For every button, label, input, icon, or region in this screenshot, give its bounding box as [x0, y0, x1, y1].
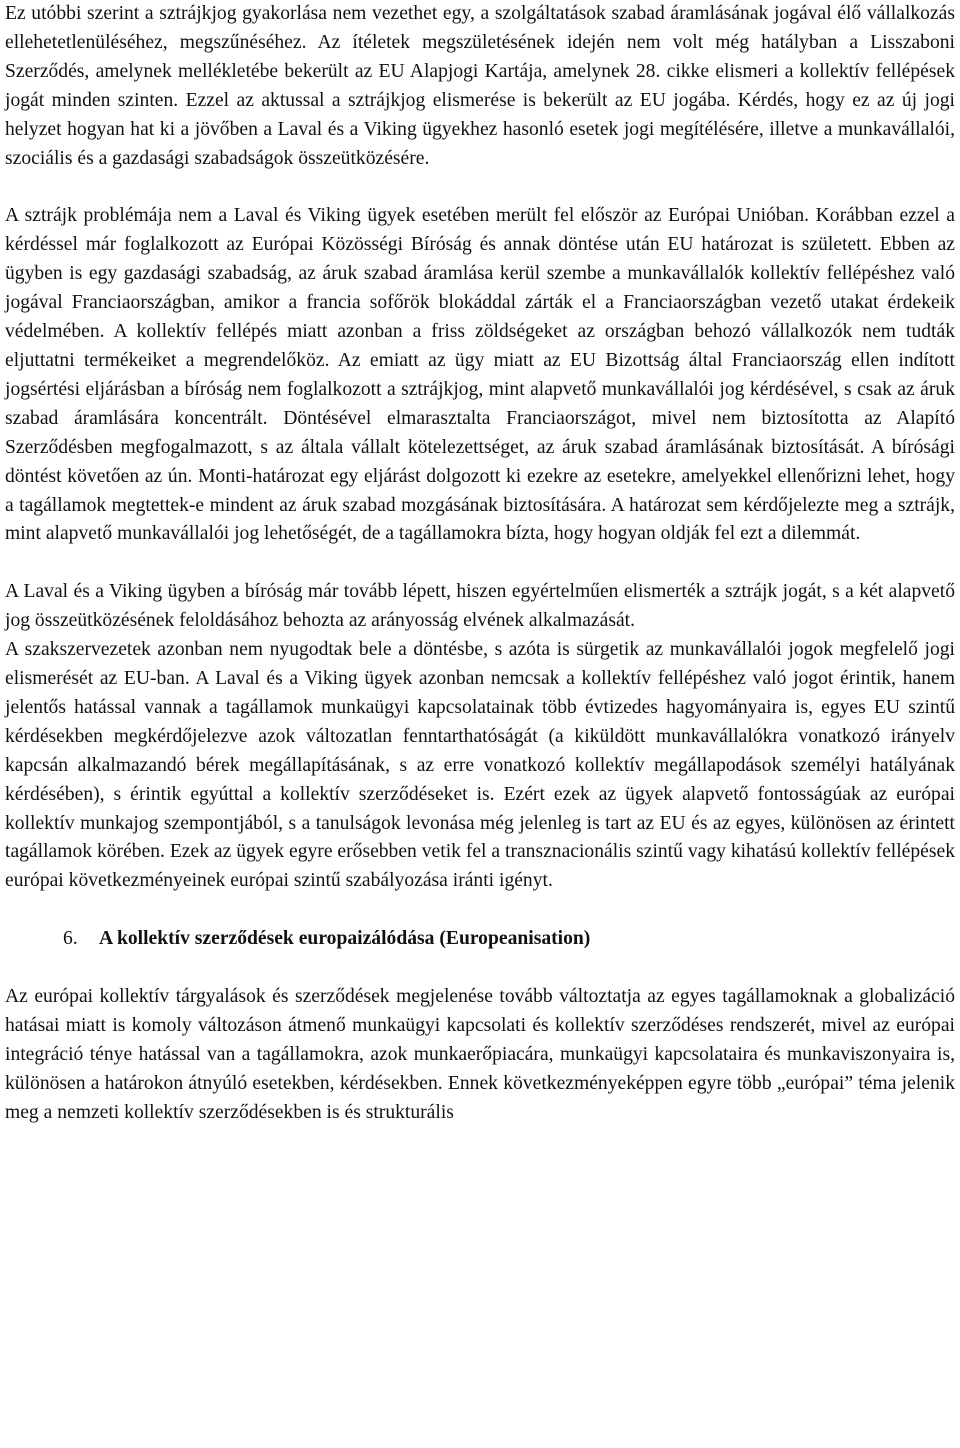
section-number: 6.	[63, 928, 78, 950]
paragraph-spacer	[5, 173, 955, 202]
paragraph-laval-viking: A Laval és a Viking ügyben a bíróság már tovább lépett, hiszen egyértelműen elismerték a sztrájk jogát, s a két alapvető jog összeütközésének feloldásához behozta az arányosság elvének alkalmazását.	[5, 581, 955, 632]
document-page	[5, 0, 955, 1128]
paragraph-trade-unions: A szakszervezetek azonban nem nyugodtak bele a döntésbe, s azóta is sürgetik az munkavállalói jogok megfelelő jogi elismerését az EU-ban. A Laval és a Viking ügyek azonban nemcsak a kollektív fellépéshez való jogot érintik, hanem jelentős hatással vannak a tagállamok munkaügyi kapcsolatainak több évtizedes hagyományaira is, egyes EU szintű kérdésekben megkérdőjelezve azok változatlan fenntarthatóságát (a kiküldött munkavállalókra vonatkozó irányelv kapcsán alkalmazandó bérek megállapításának, s az erre vonatkozó kollektív megállapodások személyi hatályának kérdésében), s érintik egyúttal a kollektív szerződéseket is. Ezért ezek az ügyek alapvető fontosságúak az európai kollektív munkajog szempontjából, s a tanulságok levonása még jelenleg is tart az EU és az egyes, különösen az érintett tagállamok körében. Ezek az ügyek egyre erősebben vetik fel a transznacionális szintű vagy kihatású kollektív fellépések európai következményeinek európai szintű szabályozása iránti igényt.	[5, 639, 955, 892]
paragraph-strike-history: A sztrájk problémája nem a Laval és Viking ügyek esetében merült fel először az Európai Unióban. Korábban ezzel a kérdéssel már foglalkozott az Európai Közösségi Bíróság és annak döntése után EU határozat is született. Ebben az ügyben is egy gazdasági szabadság, az áruk szabad áramlása kerül szembe a munkavállalók kollektív fellépéshez való jogával Franciaországban, amikor a francia sofőrök blokáddal zárták el a Franciaországban vezető utakat érdekeik védelmében. A kollektív fellépés miatt azonban a friss zöldségeket az országban behozó vállalkozók nem tudták eljuttatni termékeiket a megrendelőköz. Az emiatt az ügy miatt az EU Bizottság által Franciaország ellen indított jogsértési eljárásban a bíróság nem foglalkozott a sztrájkjog, mint alapvető munkavállalói jog kérdésével, s csak az áruk szabad áramlására koncentrált. Döntésével elmarasztalta Franciaországot, mivel nem biztosította az Alapító Szerződésben megfogalmazott, s az általa vállalt kötelezettséget, az áruk szabad áramlásának biztosítását. A bírósági döntést követően az ún. Monti-határozat egy eljárást dolgozott ki ezekre az esetekre, amelyekkel ellenőrizni lehet, hogy a tagállamok megtettek-e mindent az áruk szabad mozgásának biztosítására. A határozat sem kérdőjelezte meg a sztrájk, mint alapvető munkavállalói jog lehetőségét, de a tagállamokra bízta, hogy hogyan oldják fel ezt a dilemmát.	[5, 205, 955, 545]
paragraph-spacer	[5, 896, 955, 925]
paragraph-spacer	[5, 549, 955, 578]
paragraph-spacer	[5, 954, 955, 983]
section-heading	[5, 925, 955, 954]
section-title: A kollektív szerződések europaizálódása (Europeanisation)	[99, 928, 591, 950]
paragraph-europeanisation: Az európai kollektív tárgyalások és szerződések megjelenése tovább változtatja az egyes tagállamoknak a globalizáció hatásai miatt is komoly változáson átmenő munkaügyi kapcsolati és kollektív szerződéses rendszerét, mivel az európai integráció ténye hatással van a tagállamokra, azok munkaerőpiacára, munkaügyi kapcsolataira és munkaviszonyaira is, különösen a határokon átnyúló esetekben, kérdésekben. Ennek következményeképpen egyre több „európai” téma jelenik meg a nemzeti kollektív szerződésekben is és strukturális	[5, 986, 955, 1123]
paragraph-strike-law-ruling: Ez utóbbi szerint a sztrájkjog gyakorlása nem vezethet egy, a szolgáltatások szabad áramlásának jogával élő vállalkozás ellehetetlenüléséhez, megszűnéséhez. Az ítéletek megszületésének idején nem volt még hatályban a Lisszaboni Szerződés, amelynek mellékletébe bekerült az EU Alapjogi Kartája, amelynek 28. cikke elismeri a kollektív fellépések jogát minden szinten. Ezzel az aktussal a sztrájkjog elismerése is bekerült az EU jogába. Kérdés, hogy ez az új jogi helyzet hogyan hat ki a jövőben a Laval és a Viking ügyekhez hasonló esetek jogi megítélésére, illetve a munkavállalói, szociális és a gazdasági szabadságok összeütközésére.	[5, 3, 955, 169]
